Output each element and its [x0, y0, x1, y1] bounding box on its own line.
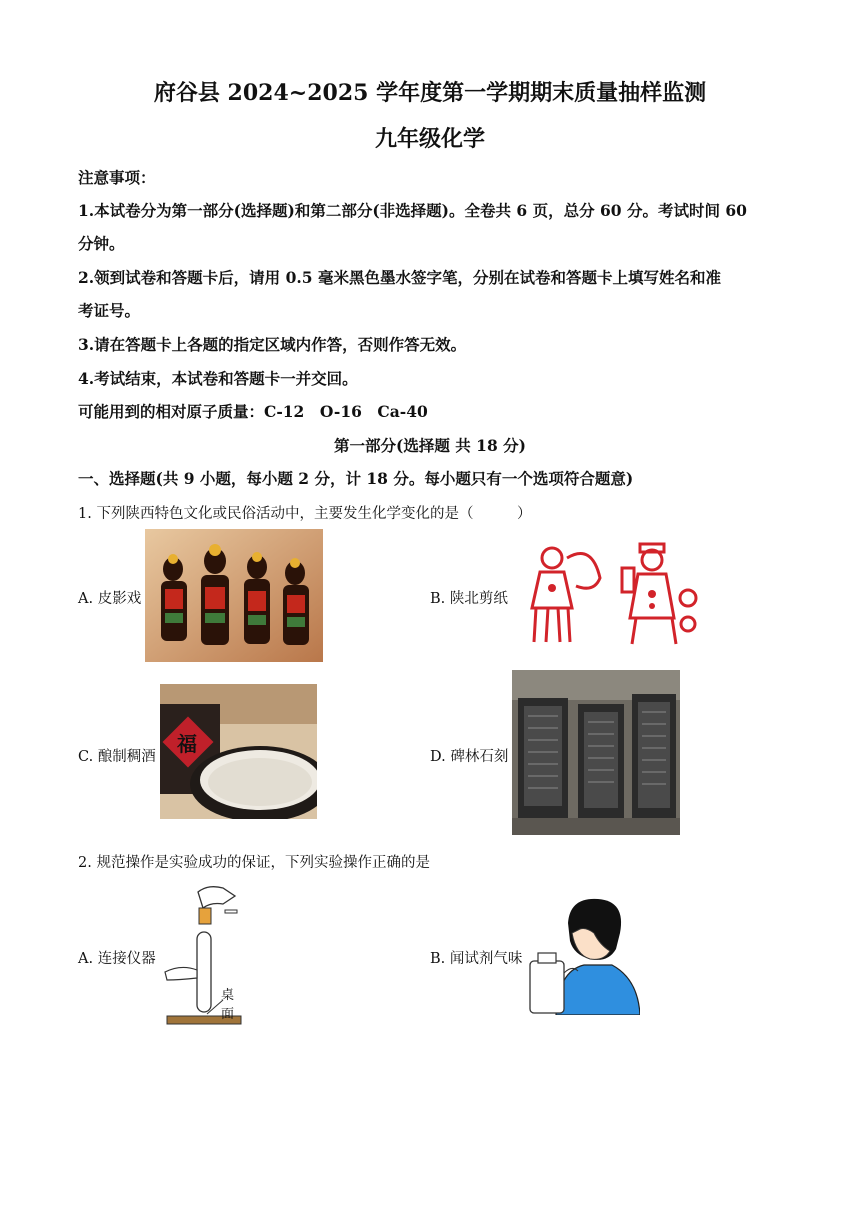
q1-option-d-label: D. 碑林石刻: [430, 749, 509, 765]
rice-wine-image: [160, 684, 317, 819]
question-2-stem: 2. 规范操作是实验成功的保证，下列实验操作正确的是: [78, 855, 430, 871]
q2-option-b-label: B. 闻试剂气味: [430, 951, 523, 967]
q1-option-c-label: C. 酿制稠酒: [78, 749, 156, 765]
note-2-line-2: 考证号。: [78, 301, 141, 320]
note-2-line-1: 2.领到试卷和答题卡后，请用 0.5 毫米黑色墨水签字笔，分别在试卷和答题卡上填写姓名和准: [78, 268, 721, 287]
note-1-line-2: 分钟。: [78, 234, 125, 253]
q2-option-a-label: A. 连接仪器: [78, 951, 156, 967]
shadow-puppet-image: [145, 529, 323, 662]
table-surface-label: 桌面: [221, 988, 235, 1022]
note-4: 4.考试结束，本试卷和答题卡一并交回。: [78, 369, 358, 388]
notes-heading: 注意事项：: [78, 168, 156, 187]
q1-option-b-label: B. 陕北剪纸: [430, 591, 508, 607]
question-1-stem: 1. 下列陕西特色文化或民俗活动中，主要发生化学变化的是（ ）: [78, 506, 532, 522]
paper-cutting-image: [512, 538, 702, 650]
connect-apparatus-image: [163, 882, 245, 1027]
part-1-heading: 第一部分(选择题 共 18 分): [334, 436, 526, 455]
exam-subtitle: 九年级化学: [374, 126, 485, 152]
q1-option-a-label: A. 皮影戏: [78, 591, 142, 607]
exam-title: 府谷县 2024~2025 学年度第一学期期末质量抽样监测: [153, 80, 707, 106]
stele-forest-image: [512, 670, 680, 835]
note-3: 3.请在答题卡上各题的指定区域内作答，否则作答无效。: [78, 335, 467, 354]
note-1-line-1: 1.本试卷分为第一部分(选择题)和第二部分(非选择题)。全卷共 6 页，总分 60 分。考试时间 60: [78, 201, 747, 220]
atomic-mass-line: 可能用到的相对原子质量：C-12 O-16 Ca-40: [78, 402, 428, 421]
section-1-heading: 一、选择题(共 9 小题，每小题 2 分，计 18 分。每小题只有一个选项符合题意): [78, 469, 634, 488]
smell-reagent-image: [528, 893, 640, 1015]
fu-character: 福: [177, 732, 197, 756]
